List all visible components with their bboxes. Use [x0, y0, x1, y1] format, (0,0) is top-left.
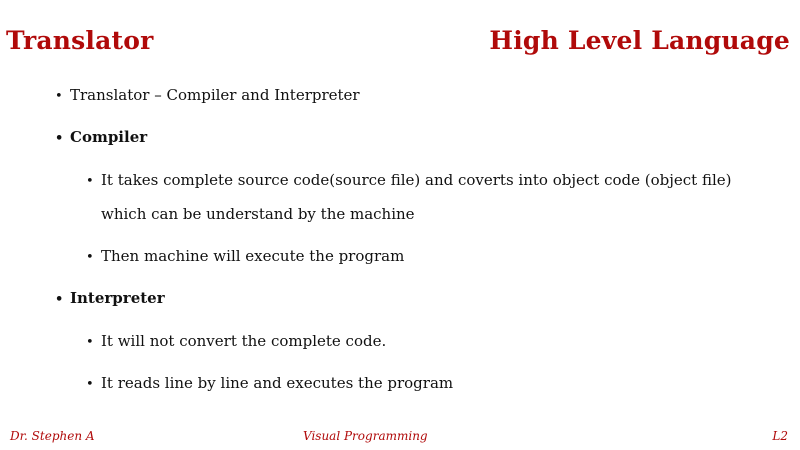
- bullet-item-compiler: [55, 127, 147, 149]
- sub-bullet-compiler-desc-continued: which can be understand by the machine: [101, 205, 415, 223]
- bullet-dot: •: [86, 377, 94, 392]
- bullet-dot: •: [55, 89, 63, 104]
- bullet-text: It reads line by line and executes the program: [101, 374, 454, 392]
- bullet-dot: •: [86, 250, 94, 265]
- bullet-text: Compiler: [70, 128, 148, 146]
- footer-author: Dr. Stephen A: [10, 429, 95, 443]
- bullet-dot: •: [86, 174, 94, 189]
- bullet-dot: •: [55, 292, 64, 307]
- bullet-item-translator: [55, 85, 360, 107]
- sub-bullet-compiler-desc: [86, 170, 731, 192]
- bullet-text: It will not convert the complete code.: [101, 332, 387, 350]
- bullet-dot: •: [86, 335, 94, 350]
- bullet-text: Interpreter: [70, 289, 165, 307]
- footer-course: Visual Programming: [303, 429, 428, 443]
- bullet-text: Then machine will execute the program: [101, 247, 405, 265]
- sub-bullet-compiler-execute: [86, 246, 404, 268]
- bullet-text: Translator – Compiler and Interpreter: [70, 86, 360, 104]
- bullet-item-interpreter: [55, 288, 165, 310]
- sub-bullet-interpreter-desc: [86, 331, 386, 353]
- sub-bullet-interpreter-line: [86, 373, 453, 395]
- slide-title-right: High Level Language: [489, 26, 790, 55]
- bullet-dot: •: [55, 131, 64, 146]
- bullet-text: It takes complete source code(source file) and coverts into object code (object file): [101, 171, 732, 189]
- footer-lecture: L2: [772, 429, 788, 443]
- slide-title-left: Translator: [6, 26, 154, 55]
